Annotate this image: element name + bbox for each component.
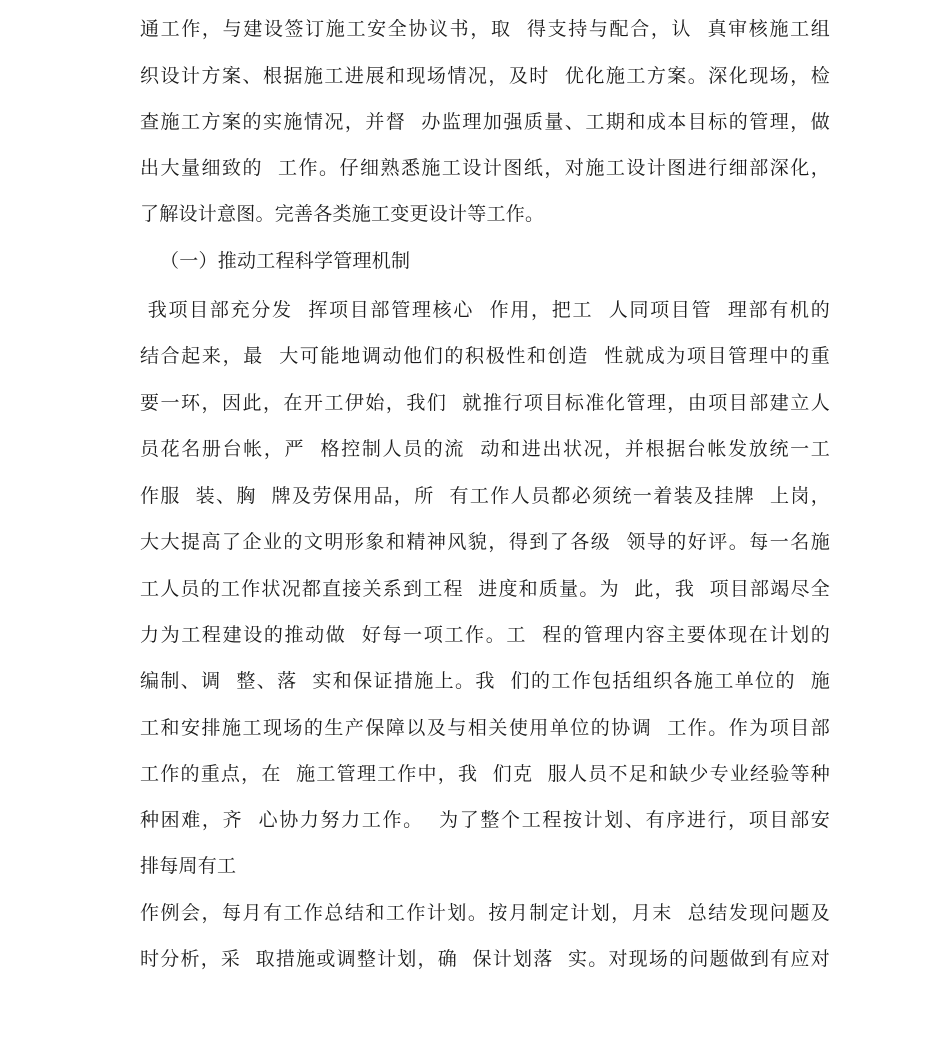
text-line: 作服 装、胸 牌及劳保用品，所 有工作人员都必须统一着装及挂牌 上岗， <box>140 485 830 507</box>
text-line: 查施工方案的实施情况，并督 办监理加强质量、工期和成本目标的管理，做 <box>140 111 830 133</box>
text-line: 工和安排施工现场的生产保障以及与相关使用单位的协调 工作。作为项目部 <box>140 717 830 739</box>
text-line: 种困难，齐 心协力努力工作。 为了整个工程按计划、有序进行，项目部安 <box>140 809 830 831</box>
section-heading: （一）推动工程科学管理机制 <box>160 250 411 272</box>
text-line: 员花名册台帐，严 格控制人员的流 动和进出状况，并根据台帐发放统一工 <box>140 438 830 460</box>
text-line: 作例会，每月有工作总结和工作计划。按月制定计划，月末 总结发现问题及 <box>140 902 830 924</box>
text-line: 力为工程建设的推动做 好每一项工作。工 程的管理内容主要体现在计划的 <box>140 624 830 646</box>
text-line: 要一环，因此，在开工伊始，我们 就推行项目标准化管理，由项目部建立人 <box>140 392 830 414</box>
text-line: 排每周有工 <box>140 855 237 877</box>
text-line: 出大量细致的 工作。仔细熟悉施工设计图纸，对施工设计图进行细部深化， <box>140 157 830 179</box>
text-line: 编制、调 整、落 实和保证措施上。我 们的工作包括组织各施工单位的 施 <box>140 670 830 692</box>
text-line: 工作的重点，在 施工管理工作中，我 们克 服人员不足和缺少专业经验等种 <box>140 763 830 785</box>
text-line: 了解设计意图。完善各类施工变更设计等工作。 <box>140 203 545 225</box>
text-line: 织设计方案、根据施工进展和现场情况，及时 优化施工方案。深化现场，检 <box>140 65 830 87</box>
text-line: 工人员的工作状况都直接关系到工程 进度和质量。为 此，我 项目部竭尽全 <box>140 578 830 600</box>
text-line: 大大提高了企业的文明形象和精神风貌，得到了各级 领导的好评。每一名施 <box>140 531 830 553</box>
text-line: 我项目部充分发 挥项目部管理核心 作用，把工 人同项目管 理部有机的 <box>140 299 830 321</box>
text-line: 结合起来，最 大可能地调动他们的积极性和创造 性就成为项目管理中的重 <box>140 345 830 367</box>
text-line: 时分析，采 取措施或调整计划，确 保计划落 实。对现场的问题做到有应对 <box>140 948 830 970</box>
text-line: 通工作，与建设签订施工安全协议书，取 得支持与配合，认 真审核施工组 <box>140 18 830 40</box>
